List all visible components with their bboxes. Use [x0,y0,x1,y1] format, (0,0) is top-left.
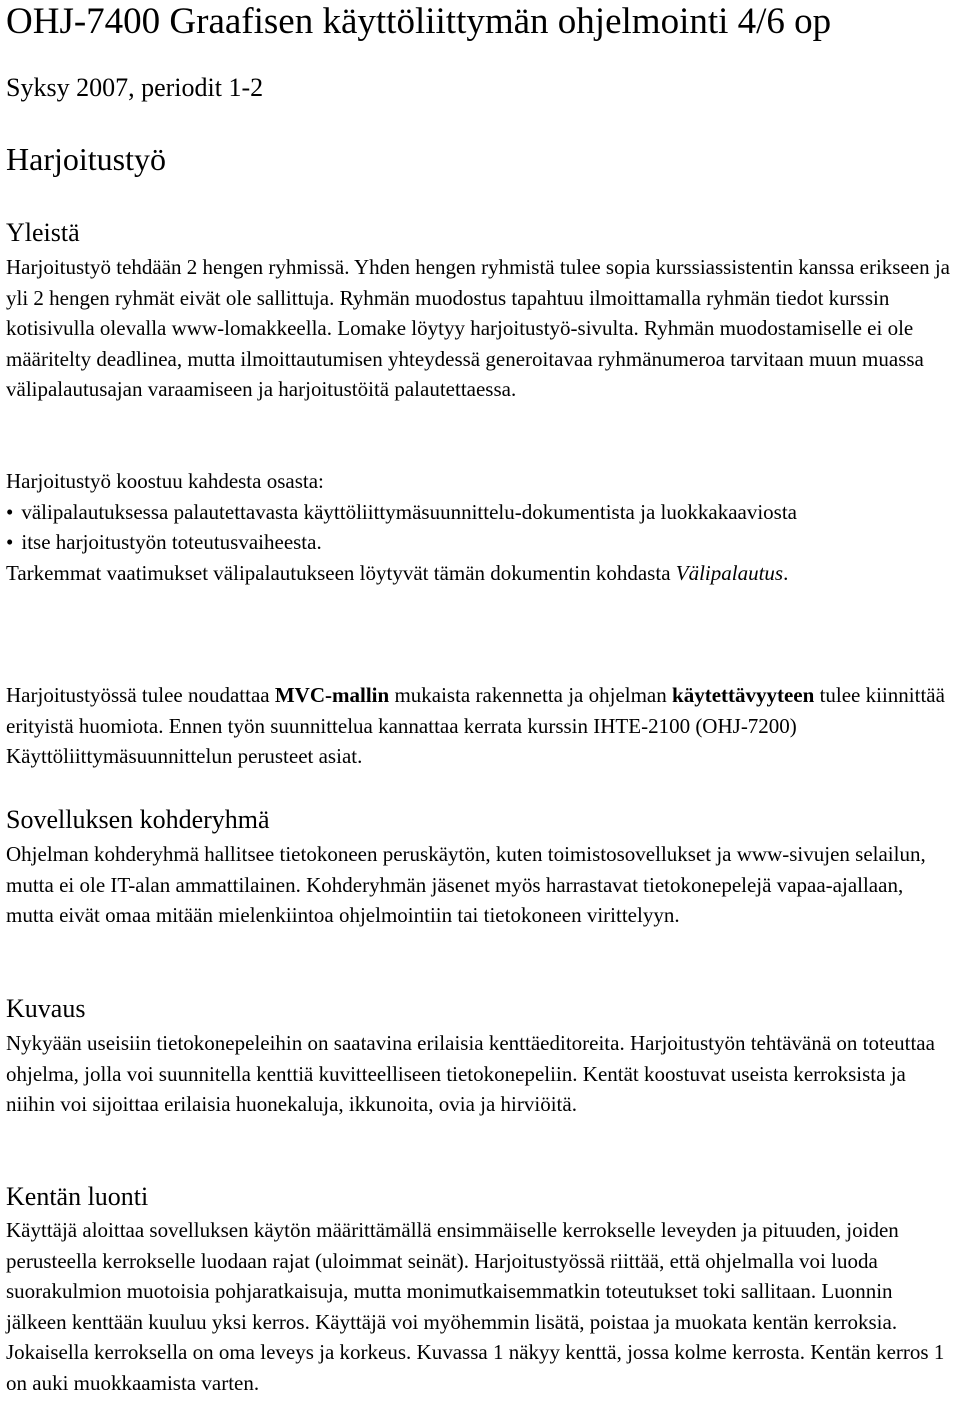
mvc-text-3: tulee kiinnittää erityistä huomiota. Ennen työn suunnittelua kannattaa kerrata kurssin IHTE-2100 (OHJ-7200) Käyttöliittymäsuunnittelun perusteet asiat. [6,683,945,768]
section-heading-kohderyhma: Sovelluksen kohderyhmä [6,805,270,834]
document-subtitle: Syksy 2007, periodit 1-2 [6,73,264,102]
yleista-paragraph: Harjoitustyö tehdään 2 hengen ryhmissä. Yhden hengen ryhmistä tulee sopia kurssiassistentin kanssa erikseen ja yli 2 hengen ryhmät eivät ole sallittuja. Ryhmän muodostus tapahtuu ilmoittamalla ryhmän tiedot kurssin kotisivulla olevalla www-lomakkeella. Lomake löytyy harjoitustyö-sivulta. Ryhmän muodostamiselle ei ole määritelty deadlinea, mutta ilmoittautumisen yhteydessä generoitavaa ryhmänumeroa tarvitaan muun muassa välipalautusajan varaamiseen ja harjoitustöitä palautettaessa. [6,255,951,401]
period: . [783,560,789,585]
mvc-text-2: mukaista rakennetta ja ohjelman [394,683,667,707]
mvc-text-1: Harjoitustyössä tulee noudattaa [6,683,270,707]
list-item: • itse harjoitustyön toteutusvaiheesta. [6,527,956,558]
mvc-paragraph [6,680,956,772]
usability-term: käytettävyyteen [672,683,815,707]
parts-intro: Harjoitustyö koostuu kahdesta osasta: [6,469,324,493]
section-heading-kuvaus: Kuvaus [6,994,86,1023]
kohderyhma-paragraph: Ohjelman kohderyhmä hallitsee tietokoneen peruskäytön, kuten toimistosovellukset ja www-sivujen selailun, mutta ei ole IT-alan ammattilainen. Kohderyhmän jäsenet myös harrastavat tietokonepelejä vapaa-ajallaan, mutta eivät omaa mitään mielenkiintoa ohjelmointiin tai tietokoneen virittelyyn. [6,842,926,927]
parts-list [6,466,956,588]
details-text: Tarkemmat vaatimukset välipalautukseen löytyvät tämän dokumentin kohdasta [6,560,671,585]
mvc-term: MVC-mallin [274,683,390,707]
section-heading-yleista: Yleistä [6,218,80,247]
section-heading-kentan-luonti: Kentän luonti [6,1182,149,1211]
document-title: OHJ-7400 Graafisen käyttöliittymän ohjelmointi 4/6 op [6,1,832,42]
list-item: • välipalautuksessa palautettavasta käyttöliittymäsuunnittelu-dokumentista ja luokkakaaviosta [6,497,956,528]
kentan-luonti-paragraph: Käyttäjä aloittaa sovelluksen käytön määrittämällä ensimmäiselle kerrokselle leveyden ja pituuden, joiden perusteella kerrokselle luodaan rajat (uloimmat seinät). Harjoitustyössä riittää, että ohjelmalla voi luoda suorakulmion muotoisia pohjaratkaisuja, mutta monimutkaisemmatkin toteutukset toki sallitaan. Luonnin jälkeen kenttään kuuluu yksi kerros. Käyttäjä voi myöhemmin lisätä, poistaa ja muokata kentän kerroksia. Jokaisella kerroksella on oma leveys ja korkeus. Kuvassa 1 näkyy kenttä, jossa kolme kerrosta. Kentän kerros 1 on auki muokkaamista varten. [6,1218,945,1395]
kuvaus-paragraph: Nykyään useisiin tietokonepeleihin on saatavina erilaisia kenttäeditoreita. Harjoitustyön tehtävänä on toteuttaa ohjelma, jolla voi suunnitella kenttiä kuvitteelliseen tietokonepeliin. Kentät koostuvat useista kerroksista ja niihin voi sijoittaa erilaisia huonekaluja, ikkunoita, ovia ja hirviöitä. [6,1031,935,1116]
page-heading: Harjoitustyö [6,141,166,177]
valipalautus-reference: Välipalautus [675,560,784,585]
